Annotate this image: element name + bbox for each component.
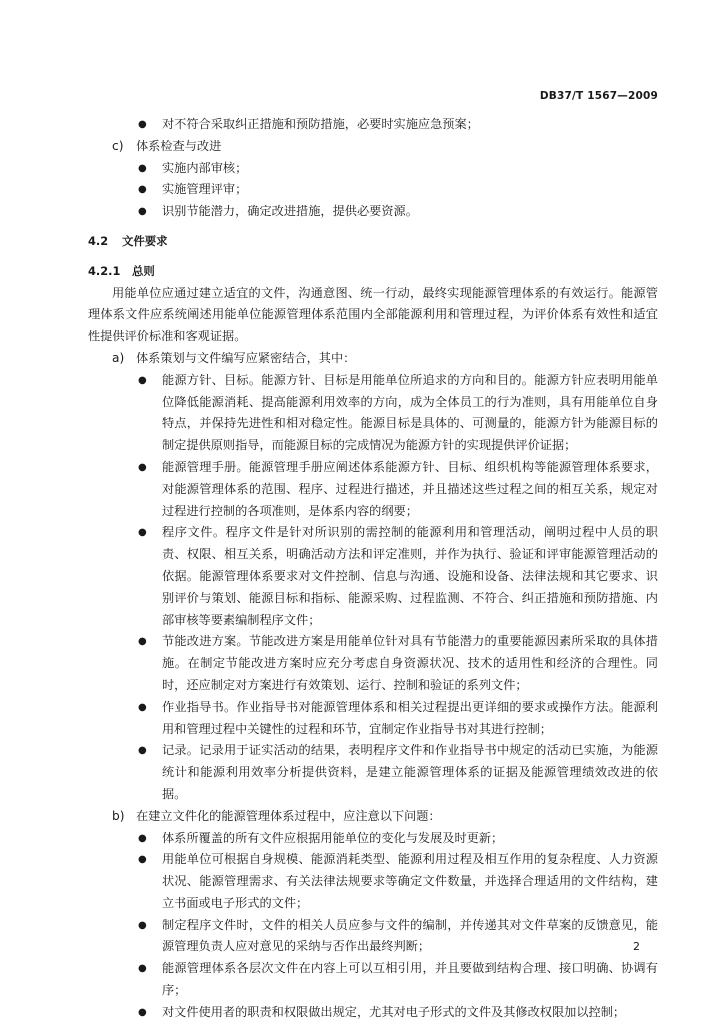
section-number: 4.2 — [88, 233, 109, 248]
bullet-text: 能源管理手册。能源管理手册应阐述体系能源方针、目标、组织机构等能源管理体系要求，对能源管理体系的范围、程序、过程进行描述，并且描述这些过程之间的相互关系，规定对过程进行控制的各项准则，是体系内容的纲要； — [162, 459, 658, 518]
bullet-icon: ● — [138, 701, 147, 713]
item-marker: b) — [112, 808, 125, 823]
bullet-text: 记录。记录用于证实活动的结果，表明程序文件和作业指导书中规定的活动已实施，为能源统计和能源利用效率分析提供资料，是建立能源管理体系的证据及能源管理绩效改进的依据。 — [162, 743, 658, 801]
list-item — [88, 849, 658, 914]
bullet-icon: ● — [138, 527, 147, 539]
bullet-icon: ● — [138, 963, 147, 975]
bullet-text: 节能改进方案。节能改进方案是用能单位针对具有节能潜力的重要能源因素所采取的具体措施。在制定节能改进方案时应充分考虑自身资源状况、技术的适用性和经济的合理性。同时，还应制定对方案进行有效策划、运行、控制和验证的系列文件； — [162, 634, 658, 692]
bullet-icon: ● — [138, 374, 147, 386]
intro-paragraph: 用能单位应通过建立适宜的文件，沟通意图、统一行动，最终实现能源管理体系的有效运行。能源管理体系文件应系统阐述用能单位能源管理体系范围内全部能源利用和管理过程，为评价体系有效性和适宜性提供评价标准和客观证据。 — [88, 285, 658, 344]
list-item — [88, 915, 658, 959]
bullet-icon: ● — [138, 745, 147, 757]
bullet-icon: ● — [138, 461, 147, 473]
bullet-text: 制定程序文件时，文件的相关人员应参与文件的编制，并传递其对文件草案的反馈意见，能源管理负责人应对意见的采纳与否作出最终判断； — [162, 917, 658, 954]
bullet-text: 实施管理评审； — [162, 182, 248, 197]
list-item — [88, 114, 658, 136]
bullet-icon: ● — [138, 832, 147, 844]
list-item — [88, 631, 658, 696]
bullet-text: 实施内部审核； — [162, 160, 248, 175]
list-item — [88, 697, 658, 741]
item-text: 体系策划与文件编写应紧密结合，其中： — [136, 350, 356, 365]
bullet-text: 能源管理体系各层次文件在内容上可以互相引用，并且要做到结构合理、接口明确、协调有序； — [162, 961, 658, 998]
section-number: 4.2.1 — [88, 263, 121, 278]
page-content — [88, 114, 658, 1024]
list-item — [88, 740, 658, 805]
bullet-icon: ● — [138, 636, 147, 648]
section-title: 总则 — [131, 263, 155, 278]
bullet-icon: ● — [138, 119, 147, 130]
bullet-text: 对文件使用者的职责和权限做出规定，尤其对电子形式的文件及其修改权限加以控制； — [162, 1004, 626, 1019]
list-item — [88, 179, 658, 201]
bullet-icon: ● — [138, 184, 147, 196]
section-heading-4-2-1 — [88, 261, 658, 283]
bullet-text: 作业指导书。作业指导书对能源管理体系和相关过程提出更详细的要求或操作方法。能源利用和管理过程中关键性的过程和环节，宜制定作业指导书对其进行控制； — [162, 699, 658, 736]
list-item — [88, 1002, 658, 1024]
list-item-a — [88, 348, 658, 370]
item-text: 在建立文件化的能源管理体系过程中，应注意以下问题： — [136, 808, 441, 823]
bullet-icon: ● — [138, 162, 147, 174]
list-item — [88, 828, 658, 850]
page-number: 2 — [633, 940, 640, 953]
list-item-b — [88, 806, 658, 828]
list-item — [88, 522, 658, 631]
section-heading-4-2 — [88, 231, 658, 253]
list-item-c — [88, 136, 658, 158]
bullet-text: 程序文件。程序文件是针对所识别的需控制的能源利用和管理活动，阐明过程中人员的职责、权限、相互关系，明确活动方法和评定准则，并作为执行、验证和评审能源管理活动的依据。能源管理体系要求对文件控制、信息与沟通、设施和设备、法律法规和其它要求、识别评价与策划、能源目标和指标、能源采购、过程监测、不符合、纠正措施和预防措施、内部审核等要素编制程序文件； — [162, 525, 658, 627]
list-item — [88, 158, 658, 180]
bullet-icon: ● — [138, 206, 147, 218]
bullet-text: 用能单位可根据自身规模、能源消耗类型、能源利用过程及相互作用的复杂程度、人力资源状况、能源管理需求、有关法律法规要求等确定文件数量，并选择合理适用的文件结构，建立书面或电子形式的文件； — [162, 852, 658, 910]
standard-code: DB37/T 1567—2009 — [539, 90, 658, 102]
bullet-icon: ● — [138, 919, 147, 931]
bullet-icon: ● — [138, 854, 147, 866]
list-item — [88, 457, 658, 522]
item-marker: c) — [112, 138, 124, 153]
item-marker: a) — [112, 350, 125, 365]
bullet-text: 对不符合采取纠正措施和预防措施，必要时实施应急预案； — [162, 117, 479, 131]
bullet-text: 体系所覆盖的所有文件应根据用能单位的变化与发展及时更新； — [162, 830, 504, 845]
list-item — [88, 370, 658, 457]
item-text: 体系检查与改进 — [136, 138, 222, 153]
list-item — [88, 958, 658, 1002]
bullet-icon: ● — [138, 1006, 147, 1018]
section-title: 文件要求 — [121, 233, 168, 248]
bullet-text: 识别节能潜力，确定改进措施，提供必要资源。 — [162, 204, 418, 219]
bullet-text: 能源方针、目标。能源方针、目标是用能单位所追求的方向和目的。能源方针应表明用能单位降低能源消耗、提高能源利用效率的方向，成为全体员工的行为准则，具有用能单位自身特点，并保持先进性和相对稳定性。能源目标是具体的、可测量的，能源方针为能源目标的制定提供原则指导，而能源目标的完成情况为能源方针的实现提供评价证据； — [162, 372, 658, 453]
list-item — [88, 201, 658, 223]
